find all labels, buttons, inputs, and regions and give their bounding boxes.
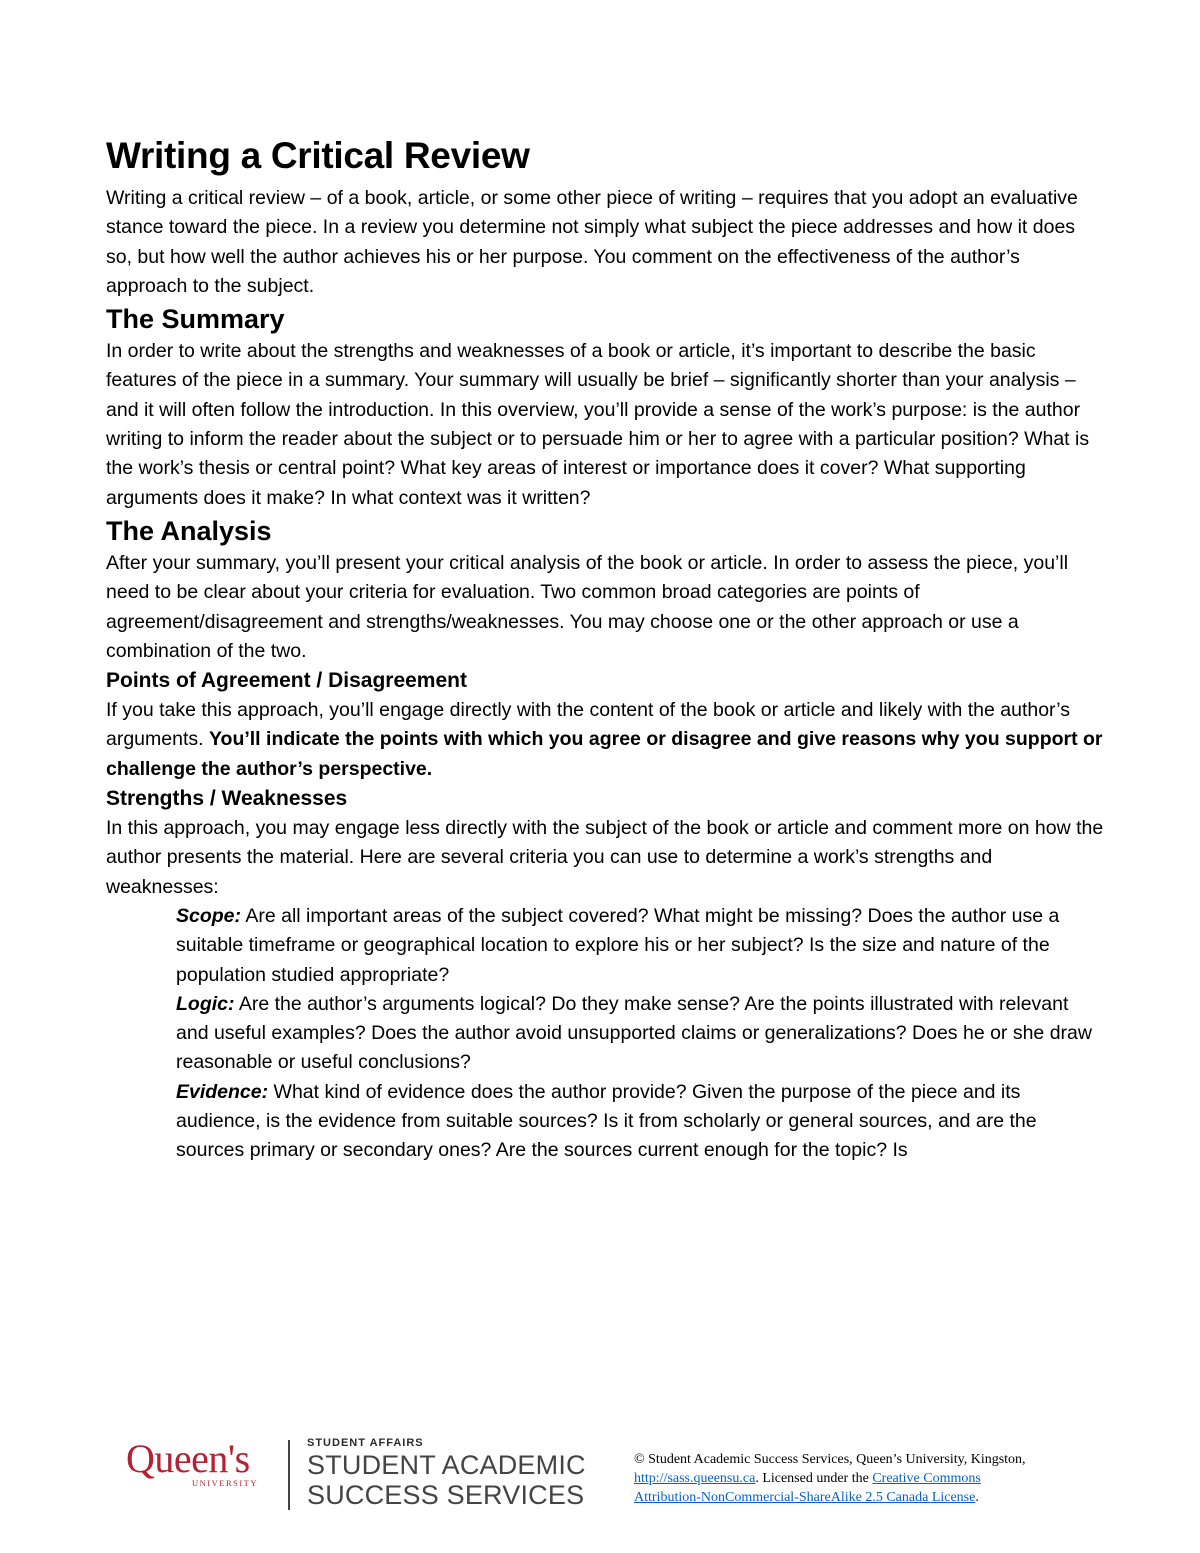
criterion-scope: [176, 902, 1101, 990]
agreement-bold-text: You’ll indicate the points with which you agree or disagree and give reasons why you support or challenge the author’s perspective.: [106, 728, 1103, 780]
summary-heading: The Summary: [106, 304, 285, 335]
agreement-heading: Points of Agreement / Disagreement: [106, 669, 467, 693]
license-prefix: © Student Academic Success Services, Queen’s University, Kingston,: [634, 1452, 1026, 1467]
criterion-evidence: [176, 1078, 1101, 1166]
footer-divider: [288, 1440, 290, 1510]
analysis-paragraph: After your summary, you’ll present your critical analysis of the book or article. In order to assess the piece, you’ll need to be clear about your criteria for evaluation. Two common broad categories are points of agreement/disagreement and strengths/weaknesses. You may choose one or the other approach or use a combination of the two.: [106, 551, 1069, 662]
creative-commons-link[interactable]: Creative Commons: [872, 1471, 981, 1486]
criterion-term: Logic:: [176, 992, 235, 1015]
analysis-heading: The Analysis: [106, 515, 272, 546]
sas-line-2: SUCCESS SERVICES: [307, 1480, 585, 1510]
license-name-link[interactable]: Attribution-NonCommercial-ShareAlike 2.5 Canada License: [634, 1490, 976, 1505]
license-mid: . Licensed under the: [755, 1471, 873, 1486]
criterion-text: Are all important areas of the subject covered? What might be missing? Does the author use a suitable timeframe or geographical location to explore his or her subject? Is the size and nature of the population studied appropriate?: [176, 904, 1060, 986]
strengths-heading: Strengths / Weaknesses: [106, 787, 348, 811]
license-end: .: [975, 1490, 979, 1505]
criterion-text: Are the author’s arguments logical? Do they make sense? Are the points illustrated with relevant and useful examples? Does the author avoid unsupported claims or generalizations? Does he or she draw reasonable or useful conclusions?: [176, 992, 1092, 1074]
criteria-list: [176, 902, 1101, 1166]
criterion-term: Evidence:: [176, 1080, 269, 1103]
agreement-text: If you take this approach, you’ll engage directly with the content of the book or article and likely with the author’s arguments.: [106, 699, 1071, 751]
sas-logo: [307, 1436, 597, 1510]
student-affairs-label: STUDENT AFFAIRS: [307, 1437, 424, 1449]
page-footer: [0, 1430, 1200, 1520]
license-notice: [634, 1450, 1094, 1507]
strengths-paragraph: In this approach, you may engage less directly with the subject of the book or article and comment more on how the author presents the material. Here are several criteria you can use to determine a work’s strengths and weaknesses:: [106, 817, 1104, 898]
sass-site-link[interactable]: http://sass.queensu.ca: [634, 1471, 756, 1486]
intro-paragraph: Writing a critical review – of a book, article, or some other piece of writing – requires that you adopt an evaluative stance toward the piece. In a review you determine not simply what subject the piece addresses and how it does so, but how well the author achieves his or her purpose. You comment on the effectiveness of the author’s approach to the subject.: [106, 187, 1078, 297]
criterion-term: Scope:: [176, 904, 242, 927]
sas-line-1: STUDENT ACADEMIC: [307, 1450, 586, 1480]
summary-paragraph: In order to write about the strengths and weaknesses of a book or article, it’s important to describe the basic features of the piece in a summary. Your summary will usually be brief – significantly shorter than your analysis – and it will often follow the introduction. In this overview, you’ll provide a sense of the work’s purpose: is the author writing to inform the reader about the subject or to persuade him or her to agree with a particular position? What is the work’s thesis or central point? What key areas of interest or importance does it cover? What supporting arguments does it make? In what context was it written?: [106, 340, 1090, 509]
logo-wordmark: Queen's: [126, 1436, 250, 1481]
logo-university-label: UNIVERSITY: [192, 1478, 258, 1488]
page-title: Writing a Critical Review: [106, 135, 530, 176]
criterion-logic: [176, 990, 1101, 1078]
document-body: [106, 128, 1106, 1166]
queens-university-logo: [126, 1434, 276, 1504]
criterion-text: What kind of evidence does the author provide? Given the purpose of the piece and its audience, is the evidence from suitable sources? Is it from scholarly or general sources, and are the sources primary or secondary ones? Are the sources current enough for the topic? Is: [176, 1080, 1037, 1162]
agreement-paragraph: [106, 696, 1106, 784]
